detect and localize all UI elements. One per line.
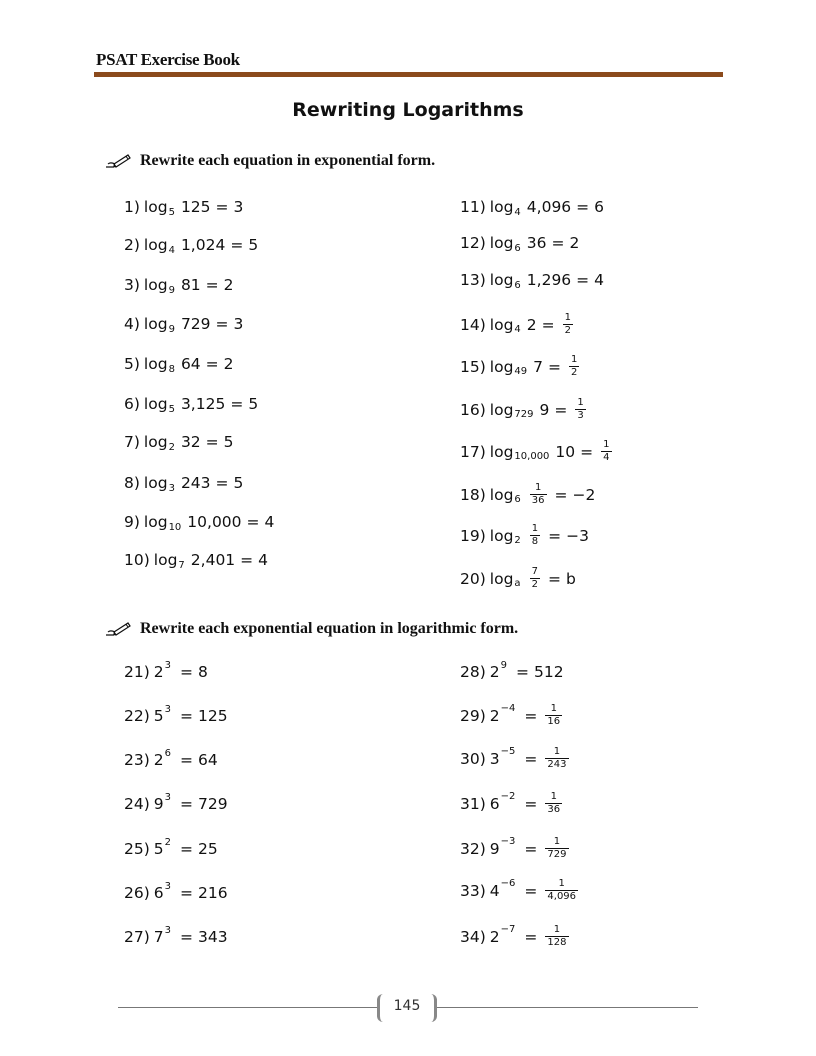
- problem-number: 11): [460, 198, 486, 216]
- equals-sign: =: [524, 749, 538, 768]
- equals-sign: =: [524, 794, 538, 813]
- equals-sign: =: [554, 485, 568, 504]
- power-exponent: −3: [500, 836, 516, 847]
- equals-sign: =: [524, 706, 538, 725]
- log-base: 2: [168, 441, 175, 453]
- right-hand-side-fraction-denominator: 2: [571, 367, 578, 378]
- right-hand-side: 3: [233, 315, 244, 333]
- problem-3: [124, 276, 234, 294]
- log-word: log: [489, 198, 514, 216]
- equals-sign: =: [551, 234, 565, 252]
- power-base: 9: [489, 839, 500, 858]
- log-base: 49: [514, 366, 528, 377]
- right-hand-side: 343: [198, 928, 228, 946]
- log-base: 3: [168, 482, 175, 494]
- power-exponent: 9: [500, 659, 508, 671]
- problem-12: [460, 234, 579, 252]
- right-hand-side: 8: [198, 663, 208, 681]
- right-hand-side-fraction: [569, 354, 579, 379]
- equals-sign: =: [180, 707, 194, 725]
- right-hand-side-fraction-denominator: 4,096: [547, 891, 577, 902]
- right-hand-side-fraction: [545, 791, 562, 816]
- equals-sign: =: [180, 840, 194, 858]
- equals-sign: =: [205, 355, 219, 373]
- power-base: 2: [489, 927, 500, 946]
- log-argument: 4,096: [526, 198, 572, 216]
- pencil-writing-icon: [104, 152, 132, 170]
- log-argument: 3,125: [180, 395, 226, 413]
- right-hand-side-fraction: [601, 439, 611, 464]
- problem-21: [124, 659, 208, 681]
- right-hand-side-fraction-numerator: 1: [603, 439, 610, 450]
- right-hand-side: 4: [258, 551, 269, 569]
- log-base: 5: [168, 403, 175, 415]
- power-base: 3: [489, 749, 500, 768]
- right-hand-side-fraction: [545, 924, 568, 949]
- log-word: log: [143, 433, 168, 451]
- problem-number: 6): [124, 395, 140, 413]
- power-exponent: −2: [500, 791, 516, 802]
- equals-sign: =: [576, 198, 590, 216]
- problem-2: [124, 236, 258, 254]
- right-hand-side-fraction: [545, 746, 568, 771]
- log-base: 4: [168, 244, 175, 256]
- right-hand-side: 3: [233, 198, 244, 216]
- right-hand-side: 5: [233, 474, 244, 492]
- log-word: log: [143, 474, 168, 492]
- problem-number: 17): [460, 442, 486, 461]
- problem-number: 30): [460, 749, 486, 768]
- log-argument: 9: [539, 400, 550, 419]
- right-hand-side: 2: [569, 234, 580, 252]
- log-base: 8: [168, 363, 175, 375]
- problem-7: [124, 433, 234, 451]
- power-base: 2: [153, 751, 164, 769]
- problem-number: 16): [460, 400, 486, 419]
- book-title: PSAT Exercise Book: [96, 50, 240, 69]
- right-hand-side-fraction-numerator: 1: [577, 397, 584, 408]
- right-hand-side-fraction-numerator: 1: [553, 924, 561, 935]
- right-hand-side-fraction-denominator: 2: [564, 325, 572, 336]
- right-hand-side: 4: [594, 271, 605, 289]
- power-base: 9: [153, 795, 164, 813]
- right-hand-side: 64: [198, 751, 218, 769]
- right-hand-side-fraction: [545, 836, 568, 861]
- right-hand-side: 6: [594, 198, 605, 216]
- log-argument: 1,296: [526, 271, 572, 289]
- log-base: 9: [168, 323, 175, 335]
- equals-sign: =: [524, 881, 538, 900]
- log-argument-fraction-denominator: 36: [531, 495, 545, 506]
- right-hand-side-fraction: [575, 397, 585, 422]
- right-hand-side-fraction-numerator: 1: [550, 703, 557, 714]
- log-argument-fraction-numerator: 7: [531, 566, 538, 577]
- right-hand-side: 25: [198, 840, 218, 858]
- right-hand-side: −3: [566, 526, 590, 545]
- equals-sign: =: [524, 839, 538, 858]
- log-argument-fraction-numerator: 1: [531, 523, 539, 534]
- log-base: 6: [514, 242, 521, 254]
- problem-16: [460, 397, 589, 422]
- problem-number: 27): [124, 928, 150, 946]
- problem-number: 5): [124, 355, 140, 373]
- pencil-writing-icon: [104, 620, 132, 638]
- equals-sign: =: [180, 663, 194, 681]
- problem-number: 18): [460, 485, 486, 504]
- log-argument: 10,000: [187, 513, 242, 531]
- right-hand-side-fraction-denominator: 16: [547, 716, 561, 727]
- right-hand-side-fraction-denominator: 36: [547, 804, 561, 815]
- problem-18: [460, 482, 595, 507]
- log-argument-fraction-denominator: 2: [531, 579, 538, 590]
- equals-sign: =: [180, 928, 194, 946]
- problem-number: 4): [124, 315, 140, 333]
- log-word: log: [489, 315, 514, 334]
- power-exponent: 3: [164, 703, 172, 715]
- log-word: log: [143, 198, 168, 216]
- power-base: 2: [489, 706, 500, 725]
- log-argument: 7: [533, 357, 544, 376]
- log-argument: 2,401: [190, 551, 236, 569]
- log-word: log: [143, 236, 168, 254]
- log-argument-fraction-numerator: 1: [534, 482, 542, 493]
- log-word: log: [143, 276, 168, 294]
- power-exponent: 3: [164, 791, 172, 803]
- right-hand-side-fraction-numerator: 1: [553, 746, 561, 757]
- right-hand-side: 2: [223, 276, 234, 294]
- problem-11: [460, 198, 604, 216]
- equals-sign: =: [180, 751, 194, 769]
- log-argument: 32: [180, 433, 201, 451]
- power-base: 6: [153, 884, 164, 902]
- problem-number: 19): [460, 526, 486, 545]
- right-hand-side-fraction: [545, 878, 578, 903]
- right-hand-side-fraction-numerator: 1: [550, 791, 557, 802]
- power-base: 6: [489, 794, 500, 813]
- log-base: 729: [514, 409, 534, 420]
- problem-number: 25): [124, 840, 150, 858]
- log-base: 7: [178, 559, 185, 571]
- problem-22: [124, 703, 228, 725]
- problem-number: 1): [124, 198, 140, 216]
- right-hand-side-fraction-numerator: 1: [558, 878, 565, 889]
- log-word: log: [489, 485, 514, 504]
- equals-sign: =: [215, 474, 229, 492]
- problem-number: 13): [460, 271, 486, 289]
- problem-6: [124, 395, 258, 413]
- problem-30: [460, 746, 572, 771]
- power-base: 5: [153, 707, 164, 725]
- log-argument: 125: [180, 198, 211, 216]
- problem-number: 23): [124, 751, 150, 769]
- power-base: 5: [153, 840, 164, 858]
- log-word: log: [489, 400, 514, 419]
- equals-sign: =: [580, 442, 594, 461]
- page-title: Rewriting Logarithms: [292, 99, 524, 121]
- problem-number: 7): [124, 433, 140, 451]
- right-hand-side-fraction-denominator: 4: [603, 452, 610, 463]
- problem-33: [460, 878, 581, 903]
- right-hand-side: 5: [223, 433, 234, 451]
- problem-5: [124, 355, 234, 373]
- right-hand-side: 512: [534, 663, 564, 681]
- problem-8: [124, 474, 243, 492]
- power-exponent: 2: [164, 836, 172, 848]
- problem-10: [124, 551, 268, 569]
- problem-14: [460, 312, 576, 337]
- log-base: 4: [514, 206, 521, 218]
- log-word: log: [489, 569, 514, 588]
- log-argument: 243: [180, 474, 211, 492]
- log-word: log: [153, 551, 178, 569]
- equals-sign: =: [240, 551, 254, 569]
- log-argument: 64: [180, 355, 201, 373]
- problem-15: [460, 354, 582, 379]
- problem-number: 26): [124, 884, 150, 902]
- equals-sign: =: [246, 513, 260, 531]
- problem-number: 28): [460, 663, 486, 681]
- equals-sign: =: [230, 395, 244, 413]
- equals-sign: =: [205, 433, 219, 451]
- log-base: 5: [168, 206, 175, 218]
- log-argument-fraction: [530, 566, 540, 591]
- power-exponent: −5: [500, 746, 516, 757]
- log-base: 10: [168, 521, 182, 533]
- equals-sign: =: [547, 569, 561, 588]
- right-hand-side-fraction: [563, 312, 573, 337]
- footer-line-left: [118, 1007, 377, 1008]
- power-exponent: 3: [164, 880, 172, 892]
- problem-number: 3): [124, 276, 140, 294]
- equals-sign: =: [576, 271, 590, 289]
- problem-number: 33): [460, 881, 486, 900]
- log-argument-fraction: [530, 482, 547, 507]
- header-rule: [94, 72, 723, 77]
- right-hand-side-fraction: [545, 703, 562, 728]
- equals-sign: =: [548, 357, 562, 376]
- power-base: 7: [153, 928, 164, 946]
- right-hand-side: 216: [198, 884, 228, 902]
- power-base: 2: [153, 663, 164, 681]
- problem-9: [124, 513, 274, 531]
- right-hand-side: −2: [572, 485, 596, 504]
- log-argument: 36: [526, 234, 547, 252]
- problem-number: 21): [124, 663, 150, 681]
- power-exponent: 3: [164, 659, 172, 671]
- equals-sign: =: [180, 795, 194, 813]
- equals-sign: =: [524, 927, 538, 946]
- problem-number: 2): [124, 236, 140, 254]
- instruction-2-text: Rewrite each exponential equation in logarithmic form.: [140, 620, 519, 637]
- equals-sign: =: [180, 884, 194, 902]
- problem-4: [124, 315, 243, 333]
- log-word: log: [143, 513, 168, 531]
- instruction-1: [104, 152, 435, 170]
- log-word: log: [489, 271, 514, 289]
- problem-20: [460, 566, 576, 591]
- right-hand-side: 5: [248, 395, 259, 413]
- problem-number: 14): [460, 315, 486, 334]
- log-argument: 729: [180, 315, 211, 333]
- right-hand-side-fraction-numerator: 1: [553, 836, 561, 847]
- log-base: 6: [514, 494, 521, 505]
- instruction-2: [104, 620, 518, 638]
- problem-17: [460, 439, 615, 464]
- power-base: 2: [489, 663, 500, 681]
- equals-sign: =: [548, 526, 562, 545]
- log-word: log: [143, 315, 168, 333]
- equals-sign: =: [215, 315, 229, 333]
- power-exponent: 3: [164, 924, 172, 936]
- log-word: log: [489, 234, 514, 252]
- log-argument: 81: [180, 276, 201, 294]
- power-exponent: −6: [500, 878, 516, 889]
- right-hand-side-fraction-numerator: 1: [571, 354, 578, 365]
- equals-sign: =: [215, 198, 229, 216]
- instruction-1-text: Rewrite each equation in exponential form.: [140, 152, 436, 169]
- equals-sign: =: [541, 315, 555, 334]
- right-hand-side: b: [565, 569, 576, 588]
- problem-number: 32): [460, 839, 486, 858]
- right-hand-side-fraction-numerator: 1: [564, 312, 572, 323]
- right-hand-side: 729: [198, 795, 228, 813]
- right-hand-side: 4: [264, 513, 275, 531]
- power-exponent: −4: [500, 703, 516, 714]
- log-word: log: [489, 442, 514, 461]
- problem-25: [124, 836, 218, 858]
- right-hand-side: 125: [198, 707, 228, 725]
- log-base: 4: [514, 324, 521, 335]
- page-number: 145: [393, 998, 421, 1014]
- power-exponent: −7: [500, 924, 516, 935]
- log-argument-fraction-denominator: 8: [531, 536, 539, 547]
- problem-number: 12): [460, 234, 486, 252]
- problem-23: [124, 747, 218, 769]
- log-argument: 10: [555, 442, 576, 461]
- power-base: 4: [489, 881, 500, 900]
- right-hand-side-fraction-denominator: 3: [577, 410, 584, 421]
- problem-number: 24): [124, 795, 150, 813]
- problem-number: 9): [124, 513, 140, 531]
- problem-number: 10): [124, 551, 150, 569]
- log-word: log: [489, 357, 514, 376]
- problem-13: [460, 271, 604, 289]
- problem-29: [460, 703, 565, 728]
- problem-number: 15): [460, 357, 486, 376]
- problem-number: 34): [460, 927, 486, 946]
- problem-31: [460, 791, 565, 816]
- right-hand-side: 2: [223, 355, 234, 373]
- log-base: a: [514, 578, 521, 589]
- equals-sign: =: [230, 236, 244, 254]
- log-word: log: [143, 395, 168, 413]
- problem-number: 31): [460, 794, 486, 813]
- problem-number: 20): [460, 569, 486, 588]
- log-argument: 2: [526, 315, 537, 334]
- problem-1: [124, 198, 243, 216]
- log-base: 6: [514, 279, 521, 291]
- problem-32: [460, 836, 572, 861]
- log-base: 10,000: [514, 451, 550, 462]
- log-base: 9: [168, 284, 175, 296]
- problem-number: 8): [124, 474, 140, 492]
- problem-34: [460, 924, 572, 949]
- footer-line-right: [437, 1007, 698, 1008]
- right-hand-side: 5: [248, 236, 259, 254]
- right-hand-side-fraction-denominator: 243: [547, 759, 567, 770]
- log-argument: 1,024: [180, 236, 226, 254]
- right-hand-side-fraction-denominator: 128: [547, 937, 567, 948]
- log-base: 2: [514, 535, 521, 546]
- log-word: log: [489, 526, 514, 545]
- power-exponent: 6: [164, 747, 172, 759]
- problem-28: [460, 659, 564, 681]
- problem-19: [460, 523, 589, 548]
- equals-sign: =: [554, 400, 568, 419]
- log-argument-fraction: [530, 523, 540, 548]
- problem-number: 29): [460, 706, 486, 725]
- right-hand-side-fraction-denominator: 729: [547, 849, 567, 860]
- problem-number: 22): [124, 707, 150, 725]
- problem-24: [124, 791, 228, 813]
- problem-27: [124, 924, 228, 946]
- equals-sign: =: [205, 276, 219, 294]
- log-word: log: [143, 355, 168, 373]
- equals-sign: =: [516, 663, 530, 681]
- problem-26: [124, 880, 228, 902]
